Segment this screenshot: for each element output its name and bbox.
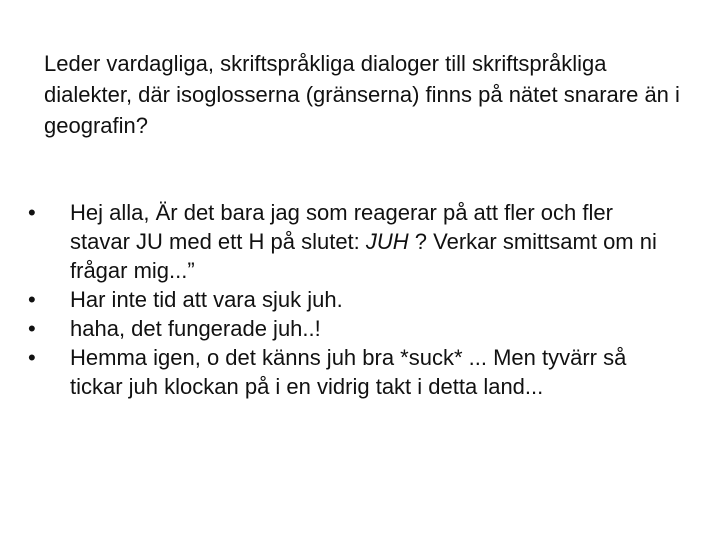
bullet-text-1-start: Hej alla, Är det bara jag som reagerar på att fler och fler stavar JU med ett H på slutet: bbox=[70, 200, 613, 254]
bullet-item-2 bbox=[28, 285, 678, 314]
bullet-text-1 bbox=[70, 200, 657, 283]
bullet-dot-icon: • bbox=[28, 200, 36, 225]
bullet-text-1-emphasis: JUH bbox=[365, 229, 409, 254]
bullet-list bbox=[28, 198, 678, 401]
bullet-text-1-end: ? Verkar smittsamt om ni frågar mig...” bbox=[70, 229, 657, 283]
bullet-text-4: Hemma igen, o det känns juh bra *suck* ... Men tyvärr så tickar juh klockan på i en vidrig takt i detta land... bbox=[70, 345, 627, 399]
bullet-text-3: haha, det fungerade juh..! bbox=[70, 316, 321, 341]
bullet-dot-icon: • bbox=[28, 316, 36, 341]
bullet-text-2: Har inte tid att vara sjuk juh. bbox=[70, 287, 343, 312]
bullet-item-3 bbox=[28, 314, 678, 343]
bullet-item-4 bbox=[28, 343, 678, 401]
bullet-dot-icon: • bbox=[28, 287, 36, 312]
bullet-item-1 bbox=[28, 198, 678, 285]
bullet-dot-icon: • bbox=[28, 345, 36, 370]
slide-title: Leder vardagliga, skriftspråkliga dialoger till skriftspråkliga dialekter, där isoglosserna (gränserna) finns på nätet snarare än i geografin? bbox=[44, 51, 680, 138]
